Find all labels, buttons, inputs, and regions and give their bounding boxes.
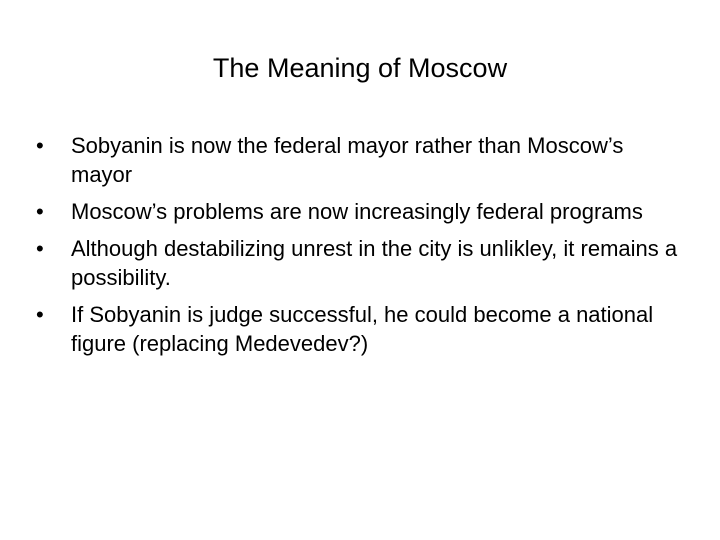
bullet-text: If Sobyanin is judge successful, he could become a national figure (replacing Medevedev?) xyxy=(71,302,654,356)
bullet-marker: • xyxy=(36,302,44,327)
bullet-text: Although destabilizing unrest in the city is unlikley, it remains a possibility. xyxy=(71,236,678,290)
bullet-marker: • xyxy=(36,236,44,261)
bullet-list xyxy=(36,131,686,366)
bullet-text: Sobyanin is now the federal mayor rather than Moscow’s mayor xyxy=(71,133,624,187)
bullet-item xyxy=(36,234,686,292)
bullet-item xyxy=(36,131,686,189)
bullet-marker: • xyxy=(36,199,44,224)
slide-title: The Meaning of Moscow xyxy=(212,53,508,83)
bullet-text: Moscow’s problems are now increasingly federal programs xyxy=(71,199,643,224)
bullet-item xyxy=(36,197,686,226)
bullet-marker: • xyxy=(36,133,44,158)
bullet-item xyxy=(36,300,686,358)
